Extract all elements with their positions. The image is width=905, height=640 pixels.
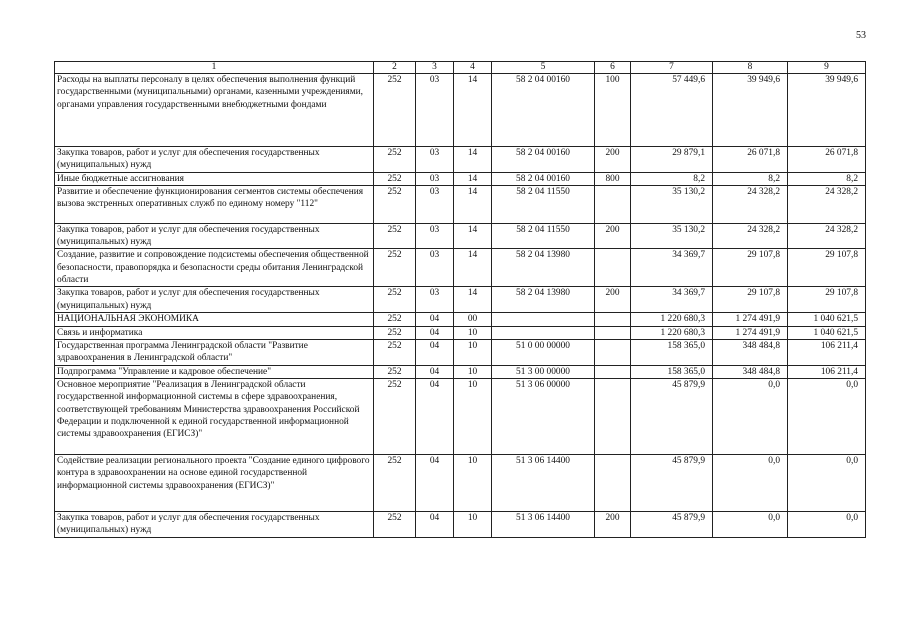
target-article-code: 58 2 04 00160 bbox=[492, 74, 595, 147]
amount-year-2: 26 071,8 bbox=[713, 147, 788, 173]
ministry-code: 252 bbox=[374, 454, 416, 511]
subsection-code: 14 bbox=[454, 185, 492, 223]
amount-year-1: 45 879,9 bbox=[631, 454, 713, 511]
amount-year-3: 0,0 bbox=[788, 511, 866, 537]
section-code: 03 bbox=[416, 74, 454, 147]
column-number-7: 7 bbox=[631, 62, 713, 74]
amount-year-3: 106 211,4 bbox=[788, 340, 866, 366]
amount-year-2: 24 328,2 bbox=[713, 223, 788, 249]
column-number-9: 9 bbox=[788, 62, 866, 74]
target-article-code bbox=[492, 313, 595, 326]
ministry-code: 252 bbox=[374, 378, 416, 454]
row-name: Государственная программа Ленинградской области "Развитие здравоохранения в Ленинградской области" bbox=[55, 340, 374, 366]
target-article-code: 51 3 06 14400 bbox=[492, 454, 595, 511]
ministry-code: 252 bbox=[374, 511, 416, 537]
section-code: 03 bbox=[416, 223, 454, 249]
row-name: Закупка товаров, работ и услуг для обеспечения государственных (муниципальных) нужд bbox=[55, 287, 374, 313]
target-article-code: 51 3 06 14400 bbox=[492, 511, 595, 537]
amount-year-3: 0,0 bbox=[788, 454, 866, 511]
amount-year-2: 0,0 bbox=[713, 378, 788, 454]
row-name: Создание, развитие и сопровождение подсистемы обеспечения общественной безопасности, правопорядка и безопасности среды обитания Ленинградской области bbox=[55, 249, 374, 287]
amount-year-2: 8,2 bbox=[713, 172, 788, 185]
amount-year-3: 1 040 621,5 bbox=[788, 326, 866, 339]
table-row bbox=[55, 249, 866, 287]
expense-type-code: 100 bbox=[595, 74, 631, 147]
subsection-code: 14 bbox=[454, 249, 492, 287]
table-row bbox=[55, 326, 866, 339]
section-code: 03 bbox=[416, 185, 454, 223]
amount-year-1: 35 130,2 bbox=[631, 223, 713, 249]
ministry-code: 252 bbox=[374, 185, 416, 223]
ministry-code: 252 bbox=[374, 147, 416, 173]
subsection-code: 14 bbox=[454, 287, 492, 313]
target-article-code: 58 2 04 00160 bbox=[492, 147, 595, 173]
expense-type-code bbox=[595, 454, 631, 511]
column-number-2: 2 bbox=[374, 62, 416, 74]
section-code: 03 bbox=[416, 172, 454, 185]
expense-type-code: 200 bbox=[595, 223, 631, 249]
expense-type-code bbox=[595, 365, 631, 378]
target-article-code: 58 2 04 00160 bbox=[492, 172, 595, 185]
table-row bbox=[55, 378, 866, 454]
section-code: 04 bbox=[416, 313, 454, 326]
column-number-8: 8 bbox=[713, 62, 788, 74]
subsection-code: 14 bbox=[454, 172, 492, 185]
expense-type-code: 800 bbox=[595, 172, 631, 185]
target-article-code: 58 2 04 11550 bbox=[492, 185, 595, 223]
target-article-code: 58 2 04 11550 bbox=[492, 223, 595, 249]
table-row bbox=[55, 313, 866, 326]
amount-year-3: 0,0 bbox=[788, 378, 866, 454]
section-code: 04 bbox=[416, 340, 454, 366]
page-number: 53 bbox=[856, 30, 866, 41]
expense-type-code: 200 bbox=[595, 147, 631, 173]
budget-table bbox=[54, 61, 866, 538]
ministry-code: 252 bbox=[374, 340, 416, 366]
subsection-code: 10 bbox=[454, 326, 492, 339]
table-row bbox=[55, 172, 866, 185]
row-name: НАЦИОНАЛЬНАЯ ЭКОНОМИКА bbox=[55, 313, 374, 326]
amount-year-1: 57 449,6 bbox=[631, 74, 713, 147]
table-row bbox=[55, 365, 866, 378]
amount-year-1: 45 879,9 bbox=[631, 511, 713, 537]
amount-year-2: 39 949,6 bbox=[713, 74, 788, 147]
column-number-1: 1 bbox=[55, 62, 374, 74]
amount-year-3: 1 040 621,5 bbox=[788, 313, 866, 326]
table-row bbox=[55, 147, 866, 173]
row-name: Закупка товаров, работ и услуг для обеспечения государственных (муниципальных) нужд bbox=[55, 223, 374, 249]
subsection-code: 00 bbox=[454, 313, 492, 326]
amount-year-2: 348 484,8 bbox=[713, 340, 788, 366]
amount-year-3: 29 107,8 bbox=[788, 287, 866, 313]
expense-type-code bbox=[595, 313, 631, 326]
expense-type-code: 200 bbox=[595, 511, 631, 537]
row-name: Расходы на выплаты персоналу в целях обеспечения выполнения функций государственными (муниципальными) органами, казенными учреждениями, органами управления государственными внебюджетными фондами bbox=[55, 74, 374, 147]
expense-type-code bbox=[595, 326, 631, 339]
table-row bbox=[55, 340, 866, 366]
expense-type-code bbox=[595, 340, 631, 366]
amount-year-2: 29 107,8 bbox=[713, 287, 788, 313]
row-name: Содействие реализации регионального проекта "Создание единого цифрового контура в здравоохранении на основе единой государственной информационной системы здравоохранения (ЕГИСЗ)" bbox=[55, 454, 374, 511]
amount-year-2: 1 274 491,9 bbox=[713, 326, 788, 339]
section-code: 03 bbox=[416, 287, 454, 313]
section-code: 04 bbox=[416, 511, 454, 537]
column-number-5: 5 bbox=[492, 62, 595, 74]
ministry-code: 252 bbox=[374, 287, 416, 313]
amount-year-3: 29 107,8 bbox=[788, 249, 866, 287]
amount-year-1: 34 369,7 bbox=[631, 249, 713, 287]
amount-year-2: 0,0 bbox=[713, 454, 788, 511]
ministry-code: 252 bbox=[374, 172, 416, 185]
column-number-3: 3 bbox=[416, 62, 454, 74]
target-article-code: 51 3 06 00000 bbox=[492, 378, 595, 454]
table-row bbox=[55, 223, 866, 249]
amount-year-2: 29 107,8 bbox=[713, 249, 788, 287]
row-name: Закупка товаров, работ и услуг для обеспечения государственных (муниципальных) нужд bbox=[55, 147, 374, 173]
row-name: Развитие и обеспечение функционирования сегментов системы обеспечения вызова экстренных оперативных служб по единому номеру "112" bbox=[55, 185, 374, 223]
row-name: Иные бюджетные ассигнования bbox=[55, 172, 374, 185]
amount-year-1: 29 879,1 bbox=[631, 147, 713, 173]
ministry-code: 252 bbox=[374, 249, 416, 287]
column-number-row bbox=[55, 62, 866, 74]
amount-year-1: 1 220 680,3 bbox=[631, 326, 713, 339]
table-row bbox=[55, 511, 866, 537]
row-name: Основное мероприятие "Реализация в Ленинградской области государственной информационной системы в сфере здравоохранения, соответствующей требованиям Министерства здравоохранения Российской Федерации и подключенной к единой государственной информационной системы здравоохранения (ЕГИСЗ)" bbox=[55, 378, 374, 454]
subsection-code: 14 bbox=[454, 74, 492, 147]
target-article-code: 51 3 00 00000 bbox=[492, 365, 595, 378]
expense-type-code bbox=[595, 249, 631, 287]
subsection-code: 14 bbox=[454, 223, 492, 249]
expense-type-code bbox=[595, 185, 631, 223]
amount-year-3: 26 071,8 bbox=[788, 147, 866, 173]
amount-year-3: 24 328,2 bbox=[788, 223, 866, 249]
amount-year-2: 348 484,8 bbox=[713, 365, 788, 378]
table-row bbox=[55, 185, 866, 223]
amount-year-1: 158 365,0 bbox=[631, 365, 713, 378]
target-article-code: 58 2 04 13980 bbox=[492, 287, 595, 313]
ministry-code: 252 bbox=[374, 74, 416, 147]
amount-year-2: 24 328,2 bbox=[713, 185, 788, 223]
section-code: 04 bbox=[416, 365, 454, 378]
amount-year-1: 34 369,7 bbox=[631, 287, 713, 313]
amount-year-1: 35 130,2 bbox=[631, 185, 713, 223]
ministry-code: 252 bbox=[374, 313, 416, 326]
table-row bbox=[55, 287, 866, 313]
amount-year-3: 24 328,2 bbox=[788, 185, 866, 223]
ministry-code: 252 bbox=[374, 365, 416, 378]
row-name: Связь и информатика bbox=[55, 326, 374, 339]
amount-year-1: 1 220 680,3 bbox=[631, 313, 713, 326]
column-number-4: 4 bbox=[454, 62, 492, 74]
expense-type-code: 200 bbox=[595, 287, 631, 313]
expense-type-code bbox=[595, 378, 631, 454]
column-number-6: 6 bbox=[595, 62, 631, 74]
subsection-code: 14 bbox=[454, 147, 492, 173]
amount-year-3: 106 211,4 bbox=[788, 365, 866, 378]
target-article-code: 51 0 00 00000 bbox=[492, 340, 595, 366]
section-code: 04 bbox=[416, 454, 454, 511]
table-row bbox=[55, 454, 866, 511]
section-code: 03 bbox=[416, 249, 454, 287]
section-code: 04 bbox=[416, 378, 454, 454]
ministry-code: 252 bbox=[374, 326, 416, 339]
amount-year-2: 1 274 491,9 bbox=[713, 313, 788, 326]
amount-year-3: 8,2 bbox=[788, 172, 866, 185]
subsection-code: 10 bbox=[454, 454, 492, 511]
row-name: Закупка товаров, работ и услуг для обеспечения государственных (муниципальных) нужд bbox=[55, 511, 374, 537]
subsection-code: 10 bbox=[454, 378, 492, 454]
subsection-code: 10 bbox=[454, 511, 492, 537]
ministry-code: 252 bbox=[374, 223, 416, 249]
amount-year-2: 0,0 bbox=[713, 511, 788, 537]
amount-year-1: 158 365,0 bbox=[631, 340, 713, 366]
target-article-code: 58 2 04 13980 bbox=[492, 249, 595, 287]
subsection-code: 10 bbox=[454, 340, 492, 366]
subsection-code: 10 bbox=[454, 365, 492, 378]
amount-year-1: 8,2 bbox=[631, 172, 713, 185]
amount-year-3: 39 949,6 bbox=[788, 74, 866, 147]
target-article-code bbox=[492, 326, 595, 339]
row-name: Подпрограмма "Управление и кадровое обеспечение" bbox=[55, 365, 374, 378]
section-code: 03 bbox=[416, 147, 454, 173]
amount-year-1: 45 879,9 bbox=[631, 378, 713, 454]
table-row bbox=[55, 74, 866, 147]
section-code: 04 bbox=[416, 326, 454, 339]
